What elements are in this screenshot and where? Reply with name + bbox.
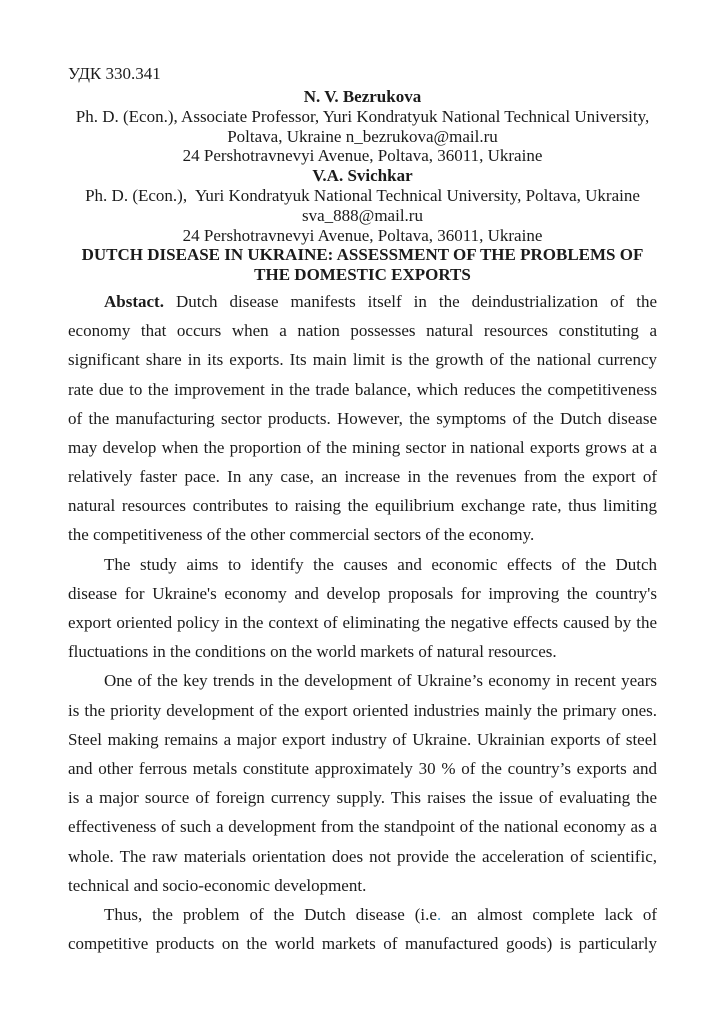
text-segment: Steel making remains a major export industry of Ukraine. Ukrainian exports of steel: [68, 729, 657, 749]
text-segment: of the manufacturing sector products. However, the symptoms of the Dutch disease: [68, 408, 657, 428]
author-affiliation-line: 24 Pershotravnevyi Avenue, Poltava, 36011, Ukraine: [182, 146, 543, 166]
author-affiliation-line: sva_888@mail.ru: [302, 205, 423, 225]
text-segment: Thus, the problem of the Dutch disease (i.e: [104, 904, 437, 924]
body-line: [68, 433, 657, 462]
text-segment: Dutch disease manifests itself in the deindustrialization of the: [175, 291, 657, 311]
text-segment: whole. The raw materials orientation does not provide the acceleration of scientific,: [68, 846, 657, 866]
text-segment: significant share in its exports. Its main limit is the growth of the national currency: [68, 350, 657, 370]
text-segment: disease for Ukraine's economy and develop proposals for improving the country's: [68, 583, 657, 603]
highlighted-text-segment: .: [436, 904, 442, 924]
text-segment: may develop when the proportion of the mining sector in national exports grows at a: [68, 437, 657, 457]
body-line: [68, 491, 657, 520]
body-line: [68, 725, 657, 754]
author-affiliation-line: 24 Pershotravnevyi Avenue, Poltava, 36011, Ukraine: [182, 225, 543, 245]
author-affiliation-line: Ph. D. (Econ.), Associate Professor, Yuri Kondratyuk National Technical University,: [75, 106, 650, 126]
text-segment: export oriented policy in the context of eliminating the negative effects caused by the: [68, 613, 657, 633]
paper-title: [68, 245, 657, 285]
body-line: [68, 287, 657, 316]
body-line: [68, 520, 657, 549]
paper-title-line: THE DOMESTIC EXPORTS: [254, 265, 471, 285]
abstract-label: Abstact.: [104, 291, 176, 311]
author-affiliation-line: Poltava, Ukraine n_bezrukova@mail.ru: [227, 126, 498, 146]
body-line: [68, 608, 657, 637]
body-line: [68, 696, 657, 725]
author-affiliation-line: Ph. D. (Econ.), Yuri Kondratyuk National Technical University, Poltava, Ukraine: [85, 185, 640, 205]
text-segment: economy that occurs when a nation possesses natural resources constituting a: [68, 321, 657, 341]
body-line: [68, 754, 657, 783]
abstract-body: [68, 287, 657, 958]
text-segment: technical and socio-economic development.: [68, 875, 367, 895]
text-segment: and other ferrous metals constitute approximately 30 % of the country’s exports and: [68, 758, 657, 778]
body-line: [68, 637, 657, 666]
text-segment: effectiveness of such a development from the standpoint of the national economy as a: [68, 817, 657, 837]
text-segment: One of the key trends in the development of Ukraine’s economy in recent years: [104, 671, 657, 691]
body-line: [68, 550, 657, 579]
body-line: [68, 579, 657, 608]
body-line: [68, 842, 657, 871]
body-line: [68, 929, 657, 958]
author-name: V.A. Svichkar: [312, 166, 413, 186]
author-name: N. V. Bezrukova: [303, 87, 422, 106]
text-segment: fluctuations in the conditions on the world markets of natural resources.: [68, 642, 557, 662]
body-line: [68, 812, 657, 841]
text-segment: is a major source of foreign currency supply. This raises the issue of evaluating the: [68, 788, 657, 808]
body-line: [68, 783, 657, 812]
text-segment: an almost complete lack of: [441, 904, 657, 924]
author-block: [68, 87, 657, 245]
text-segment: competitive products on the world markets of manufactured goods) is particularly: [68, 934, 657, 954]
text-segment: relatively faster pace. In any case, an increase in the revenues from the export of: [68, 467, 657, 487]
text-segment: is the priority development of the export oriented industries mainly the primary ones.: [68, 700, 657, 720]
body-line: [68, 375, 657, 404]
body-line: [68, 345, 657, 374]
text-segment: the competitiveness of the other commercial sectors of the economy.: [68, 525, 535, 545]
text-segment: natural resources contributes to raising the equilibrium exchange rate, thus limiting: [68, 496, 657, 516]
body-line: [68, 316, 657, 345]
body-line: [68, 404, 657, 433]
body-line: [68, 462, 657, 491]
body-line: [68, 900, 657, 929]
body-line: [68, 871, 657, 900]
udc-code: УДК 330.341: [68, 64, 161, 83]
text-segment: The study aims to identify the causes and economic effects of the Dutch: [104, 554, 657, 574]
paper-title-line: DUTCH DISEASE IN UKRAINE: ASSESSMENT OF THE PROBLEMS OF: [81, 245, 644, 265]
body-line: [68, 666, 657, 695]
text-segment: rate due to the improvement in the trade balance, which reduces the competitiveness: [68, 379, 657, 399]
